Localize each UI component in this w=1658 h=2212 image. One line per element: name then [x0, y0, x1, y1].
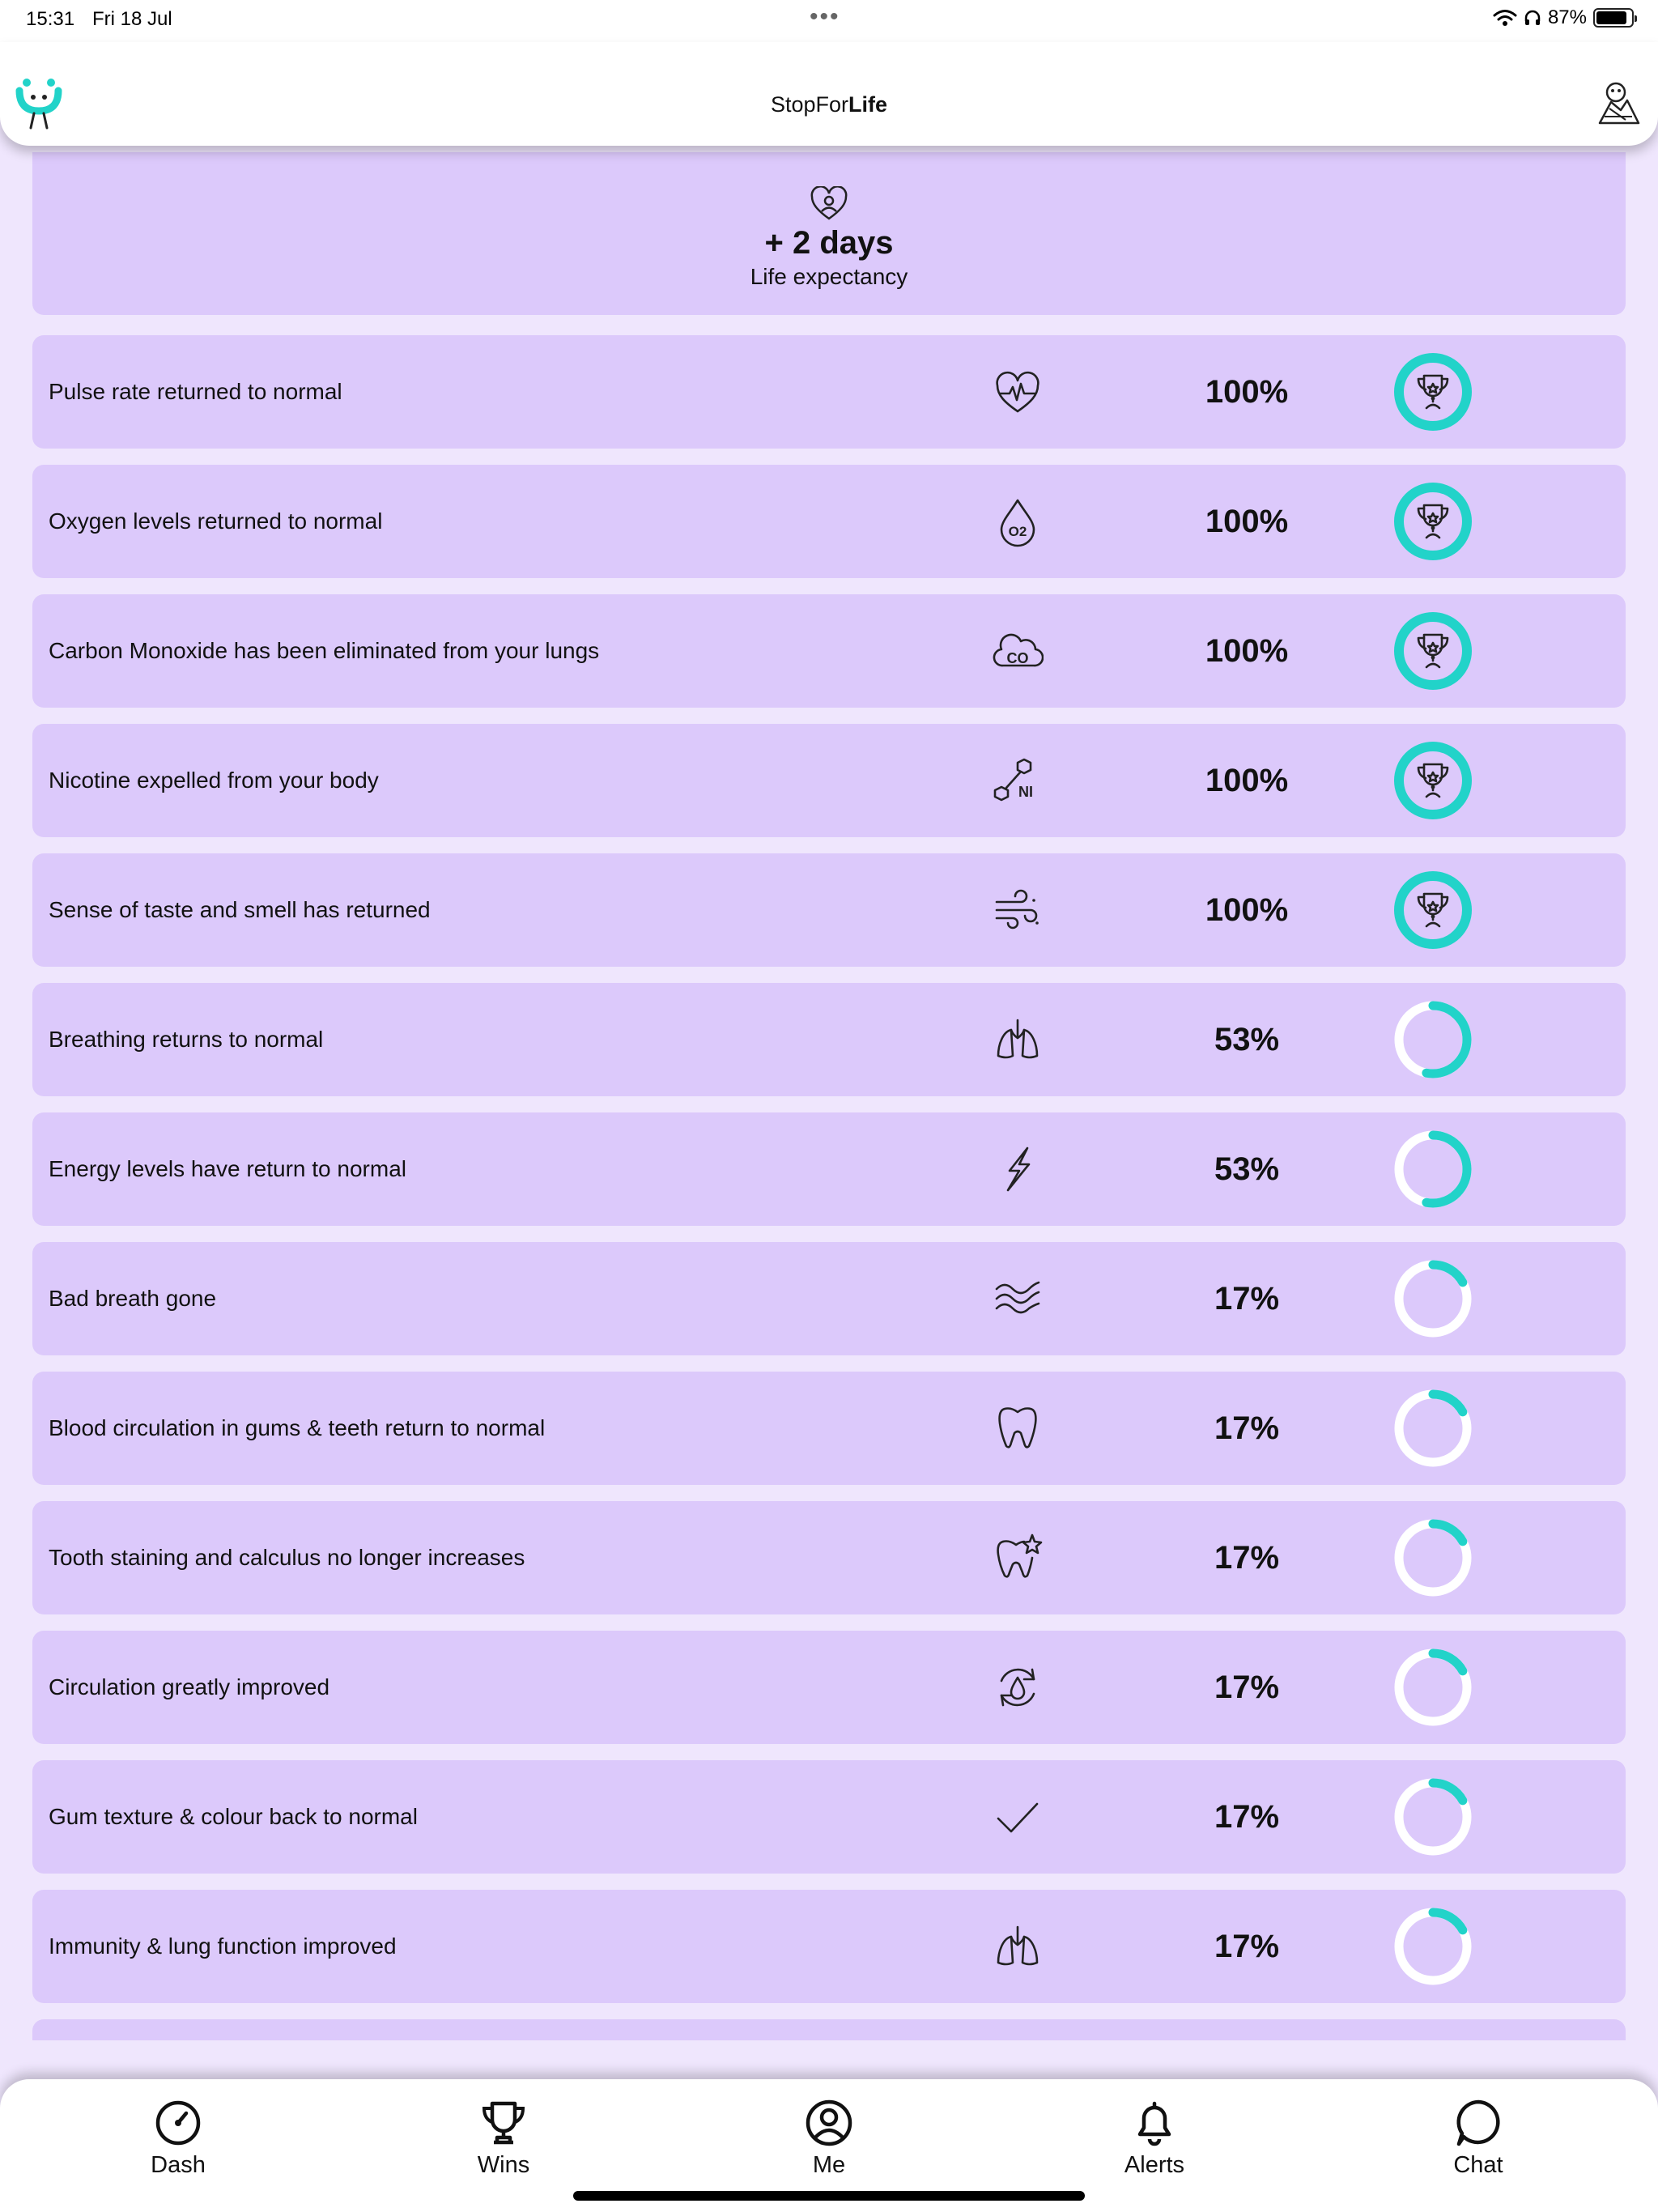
status-indicators: [1493, 6, 1634, 29]
progress-ring: [1392, 1129, 1473, 1210]
tab-chat[interactable]: [1397, 2097, 1559, 2179]
milestone-label: Sense of taste and smell has returned: [49, 897, 431, 922]
progress-ring: [1392, 1647, 1473, 1728]
progress-ring: [1392, 1517, 1473, 1598]
milestone-label: Oxygen levels returned to normal: [49, 508, 383, 534]
lungs-icon: [992, 1014, 1044, 1066]
milestone-label: Blood circulation in gums & teeth return to normal: [49, 1415, 546, 1440]
trophy-badge-icon: [1418, 894, 1448, 926]
milestone-row[interactable]: [32, 465, 1626, 578]
milestone-percent: 100%: [1205, 633, 1289, 669]
tab-wins-label: Wins: [477, 2152, 530, 2178]
status-date: Fri 18 Jul: [92, 8, 172, 30]
milestone-percent: 53%: [1214, 1151, 1280, 1187]
milestone-percent: 100%: [1205, 504, 1289, 539]
dashboard-gauge-icon: [152, 2097, 204, 2149]
svg-text:NI: NI: [1018, 784, 1033, 800]
app-title-bold: Life: [848, 92, 888, 117]
progress-ring: [1392, 481, 1473, 562]
life-expectancy-label: Life expectancy: [750, 264, 908, 289]
tab-bar: [0, 2079, 1658, 2212]
progress-ring: [1392, 1776, 1473, 1857]
progress-ring: [1392, 610, 1473, 691]
milestone-label: Carbon Monoxide has been eliminated from your lungs: [49, 638, 600, 663]
milestone-label: Pulse rate returned to normal: [49, 379, 342, 404]
progress-ring: [1392, 870, 1473, 951]
co-cloud-icon: [992, 625, 1044, 677]
status-bar: [0, 0, 1658, 42]
status-time: 15:31: [26, 8, 75, 30]
milestone-row-partial[interactable]: [32, 2019, 1626, 2040]
tab-dash[interactable]: [97, 2097, 259, 2179]
lightning-icon: [992, 1143, 1044, 1195]
trophy-badge-icon: [1418, 764, 1448, 797]
tab-chat-label: Chat: [1453, 2152, 1503, 2178]
breath-waves-icon: [992, 1273, 1044, 1325]
progress-ring: [1392, 1388, 1473, 1469]
app-header: [0, 42, 1658, 146]
lungs-icon: [992, 1921, 1044, 1972]
milestone-row[interactable]: [32, 594, 1626, 708]
battery-icon: [1593, 8, 1634, 28]
milestone-label: Circulation greatly improved: [49, 1674, 330, 1699]
milestone-row[interactable]: [32, 335, 1626, 449]
tab-me-label: Me: [812, 2152, 846, 2178]
milestone-row[interactable]: [32, 1760, 1626, 1874]
trophy-icon: [478, 2097, 529, 2149]
milestone-row[interactable]: [32, 983, 1626, 1096]
svg-text:CO: CO: [1006, 650, 1029, 666]
tab-alerts[interactable]: [1073, 2097, 1235, 2179]
milestone-row[interactable]: [32, 1372, 1626, 1485]
progress-ring: [1392, 1906, 1473, 1987]
milestone-percent: 100%: [1205, 763, 1289, 798]
progress-ring: [1392, 1258, 1473, 1339]
svg-text:O2: O2: [1008, 524, 1027, 539]
milestone-percent: 100%: [1205, 374, 1289, 410]
battery-fill: [1596, 11, 1626, 24]
milestone-percent: 17%: [1214, 1281, 1280, 1317]
profile-icon: [803, 2097, 855, 2149]
milestone-row[interactable]: [32, 1631, 1626, 1744]
progress-ring: [1392, 740, 1473, 821]
milestone-label: Tooth staining and calculus no longer increases: [49, 1545, 525, 1570]
milestone-label: Bad breath gone: [49, 1286, 217, 1311]
milestone-row[interactable]: [32, 1112, 1626, 1226]
app-title-regular: StopFor: [770, 92, 849, 117]
progress-ring: [1392, 999, 1473, 1080]
heart-person-icon: [810, 186, 848, 222]
milestone-percent: 53%: [1214, 1022, 1280, 1057]
milestone-row[interactable]: [32, 1501, 1626, 1614]
tab-me[interactable]: [748, 2097, 910, 2179]
sparkle-tooth-icon: [992, 1532, 1044, 1584]
trophy-badge-icon: [1418, 505, 1448, 538]
bell-icon: [1129, 2097, 1180, 2149]
milestone-row[interactable]: [32, 853, 1626, 967]
milestone-row[interactable]: [32, 724, 1626, 837]
trophy-badge-icon: [1418, 376, 1448, 408]
multitasking-dots[interactable]: •••: [810, 3, 840, 30]
milestone-label: Gum texture & colour back to normal: [49, 1804, 418, 1829]
milestone-label: Energy levels have return to normal: [49, 1156, 406, 1181]
milestone-label: Breathing returns to normal: [49, 1027, 324, 1052]
milestone-label: Immunity & lung function improved: [49, 1933, 397, 1959]
milestone-percent: 100%: [1205, 892, 1289, 928]
milestone-label: Nicotine expelled from your body: [49, 768, 379, 793]
app-title: [0, 92, 1658, 117]
wind-icon: [992, 884, 1044, 936]
tab-alerts-label: Alerts: [1124, 2152, 1185, 2178]
chat-bubble-icon: [1452, 2097, 1504, 2149]
trophy-badge-icon: [1418, 635, 1448, 667]
tooth-icon: [992, 1402, 1044, 1454]
home-indicator[interactable]: [573, 2191, 1085, 2201]
circulation-icon: [992, 1661, 1044, 1713]
checkmark-icon: [992, 1791, 1044, 1843]
tab-dash-label: Dash: [151, 2152, 206, 2178]
heartbeat-icon: [992, 366, 1044, 418]
oxygen-drop-icon: [992, 496, 1044, 547]
milestone-percent: 17%: [1214, 1929, 1280, 1964]
wifi-icon: [1493, 9, 1517, 27]
milestone-percent: 17%: [1214, 1670, 1280, 1705]
life-expectancy-value: + 2 days: [764, 225, 894, 261]
progress-ring: [1392, 351, 1473, 432]
milestone-percent: 17%: [1214, 1799, 1280, 1835]
life-expectancy-card: [32, 152, 1626, 315]
milestone-percent: 17%: [1214, 1410, 1280, 1446]
tab-wins[interactable]: [423, 2097, 585, 2179]
milestone-row[interactable]: [32, 1890, 1626, 2003]
milestone-row[interactable]: [32, 1242, 1626, 1355]
map-mascot-icon[interactable]: [1593, 79, 1642, 128]
milestones-list[interactable]: [32, 146, 1626, 2040]
headphones-icon: [1524, 9, 1541, 27]
nicotine-molecule-icon: [992, 755, 1044, 806]
milestone-percent: 17%: [1214, 1540, 1280, 1576]
battery-percent: 87%: [1547, 6, 1587, 28]
